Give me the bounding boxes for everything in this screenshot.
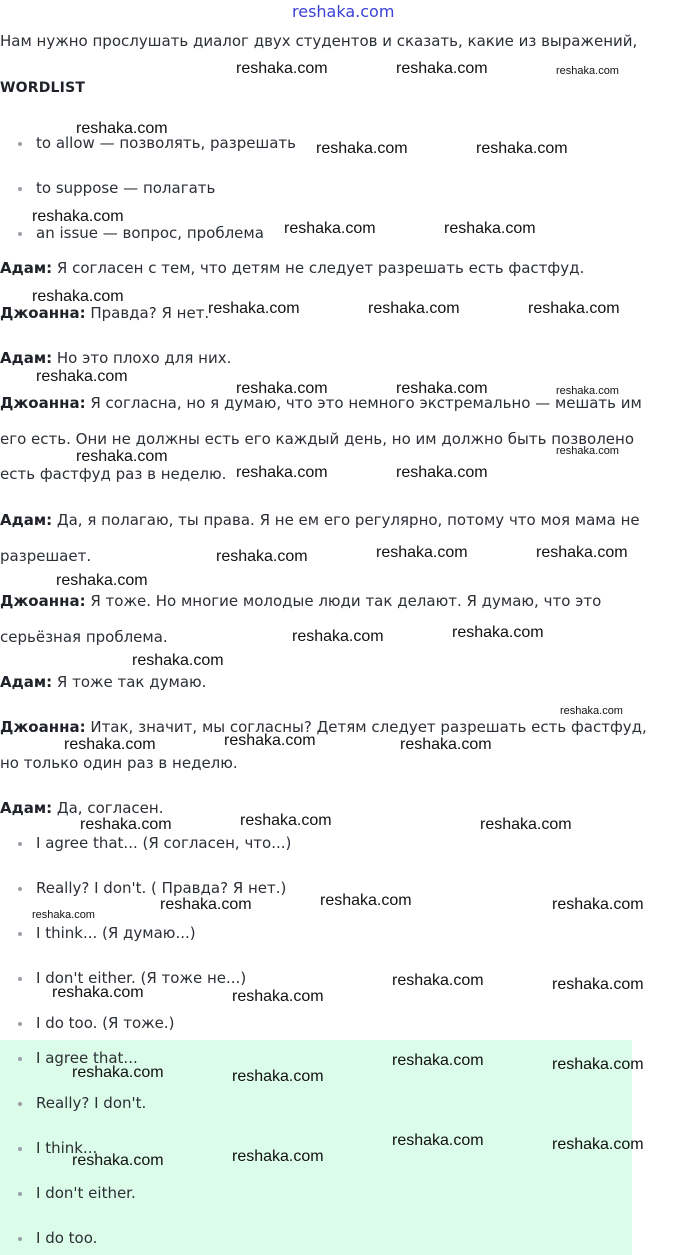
bullet-icon xyxy=(18,842,22,846)
watermark: reshaka.com xyxy=(560,705,623,717)
watermark: reshaka.com xyxy=(392,972,484,989)
watermark: reshaka.com xyxy=(232,1068,324,1085)
dialog-line xyxy=(0,509,640,531)
answer-item: Really? I don't. xyxy=(36,1094,147,1112)
dialog-line xyxy=(0,590,601,612)
watermark: reshaka.com xyxy=(552,896,644,913)
dialog-text: Я тоже. Но многие молодые люди так делают. Я думаю, что это xyxy=(90,592,602,610)
watermark: reshaka.com xyxy=(552,1136,644,1153)
watermark: reshaka.com xyxy=(160,896,252,913)
wordlist-heading: WORDLIST xyxy=(0,80,86,96)
bullet-icon xyxy=(18,1237,22,1241)
watermark: reshaka.com xyxy=(76,448,168,465)
dialog-text: есть фастфуд раз в неделю. xyxy=(0,465,227,483)
watermark: reshaka.com xyxy=(476,140,568,157)
watermark: reshaka.com xyxy=(236,60,328,77)
dialog-line xyxy=(0,671,206,693)
watermark: reshaka.com xyxy=(72,1152,164,1169)
watermark: reshaka.com xyxy=(292,628,384,645)
watermark: reshaka.com xyxy=(64,736,156,753)
speaker-name: Адам: xyxy=(0,799,53,817)
bullet-icon xyxy=(18,977,22,981)
watermark: reshaka.com xyxy=(396,464,488,481)
watermark: reshaka.com xyxy=(556,445,619,457)
dialog-text: Я согласна, но я думаю, что это немного экстремально — мешать им xyxy=(90,394,642,412)
wordlist-item: to suppose — полагать xyxy=(36,179,216,197)
dialog-line xyxy=(0,716,647,738)
dialog-text: его есть. Они не должны есть его каждый день, но им должно быть позволено xyxy=(0,430,635,448)
watermark: reshaka.com xyxy=(536,544,628,561)
watermark: reshaka.com xyxy=(36,368,128,385)
speaker-name: Джоанна: xyxy=(0,304,86,322)
watermark: reshaka.com xyxy=(76,120,168,137)
wordlist-item: to allow — позволять, разрешать xyxy=(36,134,296,152)
answer-item: I don't either. xyxy=(36,1184,136,1202)
watermark: reshaka.com xyxy=(400,736,492,753)
phrase-item: I don't either. (Я тоже не...) xyxy=(36,969,247,987)
dialog-text: разрешает. xyxy=(0,547,92,565)
watermark: reshaka.com xyxy=(316,140,408,157)
speaker-name: Джоанна: xyxy=(0,394,86,412)
dialog-text: но только один раз в неделю. xyxy=(0,754,238,772)
watermark: reshaka.com xyxy=(72,1064,164,1081)
dialog-text: Я согласен с тем, что детям не следует разрешать есть фастфуд. xyxy=(56,259,585,277)
watermark: reshaka.com xyxy=(52,984,144,1001)
watermark: reshaka.com xyxy=(376,544,468,561)
watermark: reshaka.com xyxy=(32,288,124,305)
dialog-line xyxy=(0,257,584,279)
dialog-text: Я тоже так думаю. xyxy=(56,673,207,691)
watermark: reshaka.com xyxy=(32,208,124,225)
speaker-name: Адам: xyxy=(0,511,53,529)
watermark: reshaka.com xyxy=(528,300,620,317)
watermark: reshaka.com xyxy=(32,909,95,921)
bullet-icon xyxy=(18,932,22,936)
watermark: reshaka.com xyxy=(56,572,148,589)
dialog-text: серьёзная проблема. xyxy=(0,628,168,646)
watermark: reshaka.com xyxy=(240,812,332,829)
watermark: reshaka.com xyxy=(452,624,544,641)
watermark: reshaka.com xyxy=(480,816,572,833)
dialog-line xyxy=(0,347,231,369)
phrase-item: I think... (Я думаю...) xyxy=(36,924,196,942)
watermark: reshaka.com xyxy=(552,1056,644,1073)
watermark: reshaka.com xyxy=(216,548,308,565)
watermark: reshaka.com xyxy=(556,385,619,397)
wordlist-item: an issue — вопрос, проблема xyxy=(36,224,264,242)
bullet-icon xyxy=(18,187,22,191)
dialog-text: Итак, значит, мы согласны? Детям следует разрешать есть фастфуд, xyxy=(90,718,647,736)
phrase-item: Really? I don't. ( Правда? Я нет.) xyxy=(36,879,287,897)
speaker-name: Адам: xyxy=(0,673,53,691)
bullet-icon xyxy=(18,232,22,236)
watermark: reshaka.com xyxy=(552,976,644,993)
watermark: reshaka.com xyxy=(396,60,488,77)
bullet-icon xyxy=(18,887,22,891)
watermark: reshaka.com xyxy=(320,892,412,909)
watermark: reshaka.com xyxy=(444,220,536,237)
bullet-icon xyxy=(18,1147,22,1151)
bullet-icon xyxy=(18,1057,22,1061)
watermark: reshaka.com xyxy=(80,816,172,833)
speaker-name: Джоанна: xyxy=(0,718,86,736)
bullet-icon xyxy=(18,142,22,146)
watermark: reshaka.com xyxy=(284,220,376,237)
speaker-name: Джоанна: xyxy=(0,592,86,610)
dialog-text: Правда? Я нет. xyxy=(90,304,210,322)
answer-item: I do too. xyxy=(36,1229,98,1247)
watermark: reshaka.com xyxy=(368,300,460,317)
watermark: reshaka.com xyxy=(132,652,224,669)
watermark-top-link[interactable]: reshaka.com xyxy=(292,2,395,21)
watermark: reshaka.com xyxy=(236,380,328,397)
bullet-icon xyxy=(18,1022,22,1026)
intro-text: Нам нужно прослушать диалог двух студентов и сказать, какие из выражений, xyxy=(0,32,638,50)
bullet-icon xyxy=(18,1192,22,1196)
bullet-icon xyxy=(18,1102,22,1106)
answer-item: I agree that... xyxy=(36,1049,138,1067)
watermark: reshaka.com xyxy=(236,464,328,481)
watermark: reshaka.com xyxy=(224,732,316,749)
dialog-text: Да, согласен. xyxy=(56,799,164,817)
watermark: reshaka.com xyxy=(392,1052,484,1069)
watermark: reshaka.com xyxy=(556,65,619,77)
watermark: reshaka.com xyxy=(232,988,324,1005)
phrase-item: I agree that... (Я согласен, что...) xyxy=(36,834,292,852)
phrase-item: I do too. (Я тоже.) xyxy=(36,1014,175,1032)
watermark: reshaka.com xyxy=(208,300,300,317)
speaker-name: Адам: xyxy=(0,349,53,367)
dialog-text: Но это плохо для них. xyxy=(56,349,232,367)
answer-item: I think... xyxy=(36,1139,98,1157)
speaker-name: Адам: xyxy=(0,259,53,277)
watermark: reshaka.com xyxy=(396,380,488,397)
dialog-text: Да, я полагаю, ты права. Я не ем его регулярно, потому что моя мама не xyxy=(56,511,640,529)
watermark: reshaka.com xyxy=(232,1148,324,1165)
watermark: reshaka.com xyxy=(392,1132,484,1149)
